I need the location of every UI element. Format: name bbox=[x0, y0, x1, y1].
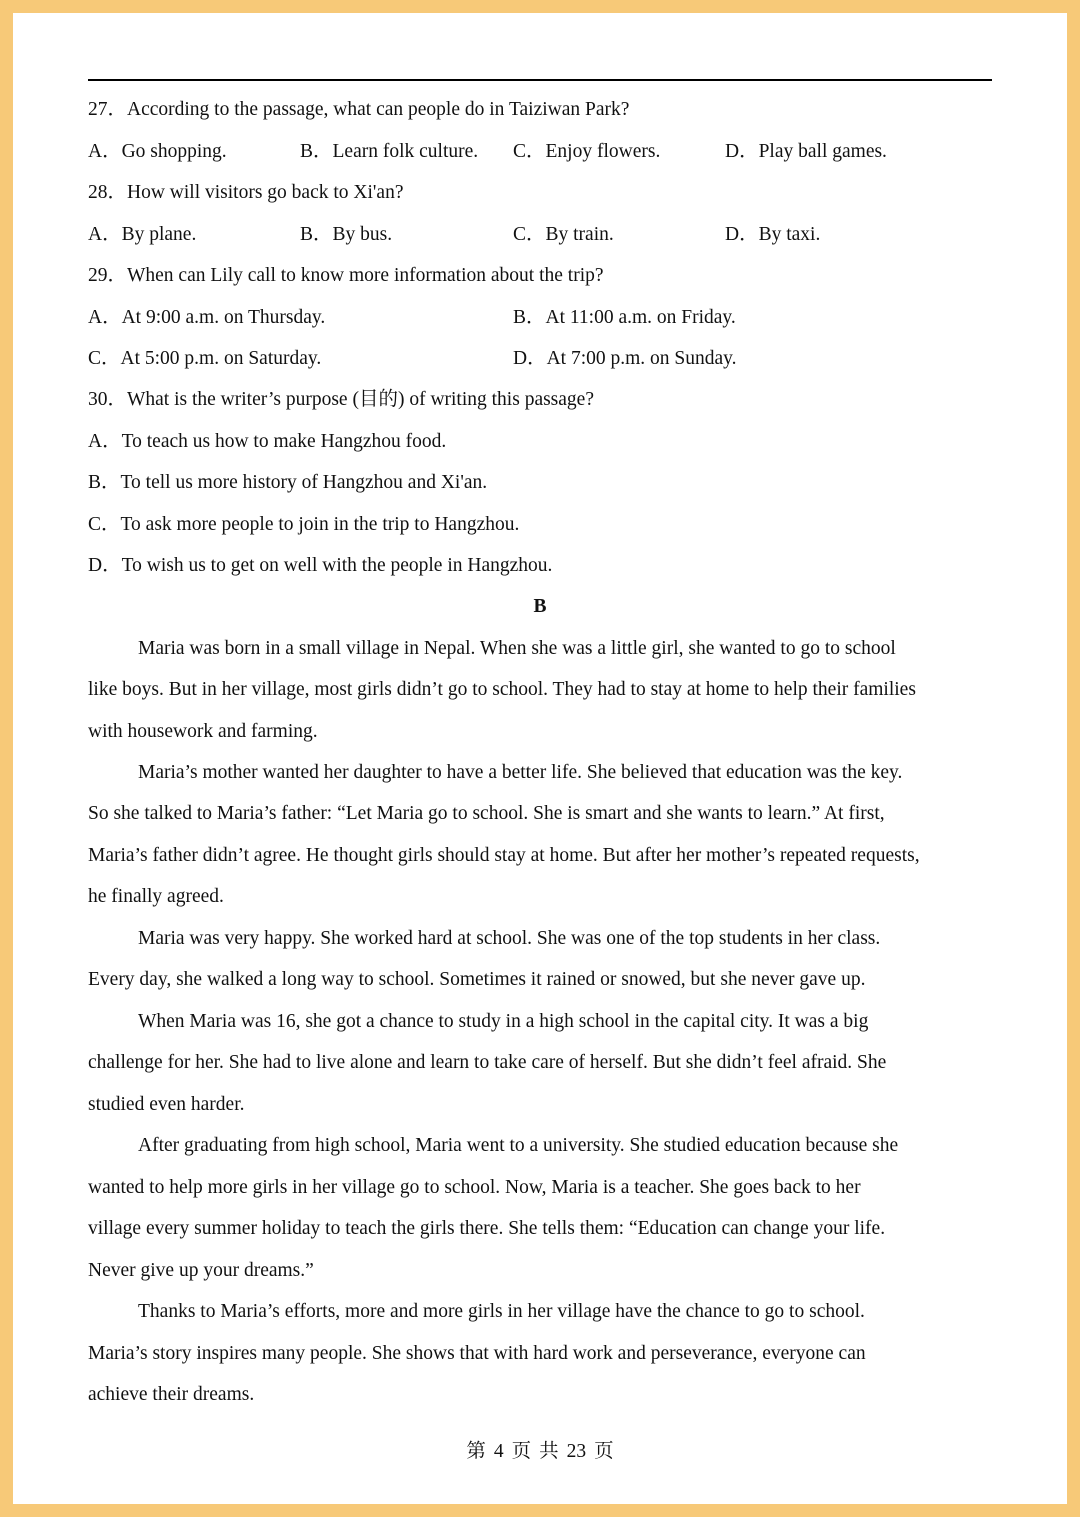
question-30-option-c: C．To ask more people to join in the trip to Hangzhou. bbox=[88, 514, 520, 535]
question-28-option-a: A．By plane. bbox=[88, 224, 197, 245]
question-27-option-c: C．Enjoy flowers. bbox=[513, 141, 661, 162]
question-28-option-b: B．By bus. bbox=[300, 224, 393, 245]
passage-line: village every summer holiday to teach the girls there. She tells them: “Education can change your life. bbox=[88, 1218, 886, 1239]
footer-label-ye-end: 页 bbox=[594, 1441, 614, 1462]
footer-label-di: 第 bbox=[466, 1441, 486, 1462]
question-27-option-d: D．Play ball games. bbox=[725, 141, 887, 162]
passage-line: Maria was born in a small village in Nepal. When she was a little girl, she wanted to go to school bbox=[138, 638, 896, 659]
question-28-option-d: D．By taxi. bbox=[725, 224, 821, 245]
passage-line: he finally agreed. bbox=[88, 886, 224, 907]
passage-line: like boys. But in her village, most girls didn’t go to school. They had to stay at home to help their families bbox=[88, 679, 916, 700]
exam-page bbox=[13, 13, 1067, 1504]
passage-line: Maria was very happy. She worked hard at school. She was one of the top students in her class. bbox=[138, 928, 881, 949]
passage-line: studied even harder. bbox=[88, 1094, 245, 1115]
total-page-count: 23 bbox=[566, 1441, 587, 1462]
passage-line: Maria’s story inspires many people. She shows that with hard work and perseverance, everyone can bbox=[88, 1343, 866, 1364]
question-29-option-b: B．At 11:00 a.m. on Friday. bbox=[513, 307, 736, 328]
header-rule bbox=[88, 79, 992, 81]
footer-label-gong: 共 bbox=[539, 1441, 559, 1462]
footer-label-ye: 页 bbox=[511, 1441, 532, 1462]
question-29-option-d: D．At 7:00 p.m. on Sunday. bbox=[513, 348, 737, 369]
question-29-option-a: A．At 9:00 a.m. on Thursday. bbox=[88, 307, 326, 328]
passage-line: wanted to help more girls in her village go to school. Now, Maria is a teacher. She goes back to her bbox=[88, 1177, 861, 1198]
passage-line: So she talked to Maria’s father: “Let Maria go to school. She is smart and she wants to learn.” At first, bbox=[88, 803, 885, 824]
passage-line: After graduating from high school, Maria went to a university. She studied education because she bbox=[138, 1135, 899, 1156]
question-30-option-a: A．To teach us how to make Hangzhou food. bbox=[88, 431, 447, 452]
section-heading: B bbox=[533, 596, 547, 617]
passage-line: challenge for her. She had to live alone and learn to take care of herself. But she didn’t feel afraid. She bbox=[88, 1052, 887, 1073]
question-29-stem: 29．When can Lily call to know more information about the trip? bbox=[88, 265, 604, 286]
question-30-stem: 30．What is the writer’s purpose (目的) of writing this passage? bbox=[88, 389, 594, 410]
passage-line: When Maria was 16, she got a chance to study in a high school in the capital city. It was a big bbox=[138, 1011, 869, 1032]
passage-line: achieve their dreams. bbox=[88, 1384, 255, 1405]
question-27-option-a: A．Go shopping. bbox=[88, 141, 227, 162]
question-30-option-d: D．To wish us to get on well with the people in Hangzhou. bbox=[88, 555, 553, 576]
passage-line: Never give up your dreams.” bbox=[88, 1260, 314, 1281]
question-30-option-b: B．To tell us more history of Hangzhou and Xi'an. bbox=[88, 472, 488, 493]
passage-line: Maria’s mother wanted her daughter to have a better life. She believed that education was the key. bbox=[138, 762, 903, 783]
page-footer bbox=[13, 1440, 1067, 1464]
question-27-stem: 27．According to the passage, what can people do in Taiziwan Park? bbox=[88, 99, 630, 120]
passage-line: with housework and farming. bbox=[88, 721, 318, 742]
passage-line: Maria’s father didn’t agree. He thought girls should stay at home. But after her mother’s repeated requests, bbox=[88, 845, 920, 866]
current-page-number: 4 bbox=[493, 1441, 504, 1462]
question-28-option-c: C．By train. bbox=[513, 224, 614, 245]
passage-line: Thanks to Maria’s efforts, more and more girls in her village have the chance to go to school. bbox=[138, 1301, 865, 1322]
question-28-stem: 28．How will visitors go back to Xi'an? bbox=[88, 182, 404, 203]
question-27-option-b: B．Learn folk culture. bbox=[300, 141, 479, 162]
passage-line: Every day, she walked a long way to school. Sometimes it rained or snowed, but she never gave up. bbox=[88, 969, 866, 990]
question-29-option-c: C．At 5:00 p.m. on Saturday. bbox=[88, 348, 322, 369]
